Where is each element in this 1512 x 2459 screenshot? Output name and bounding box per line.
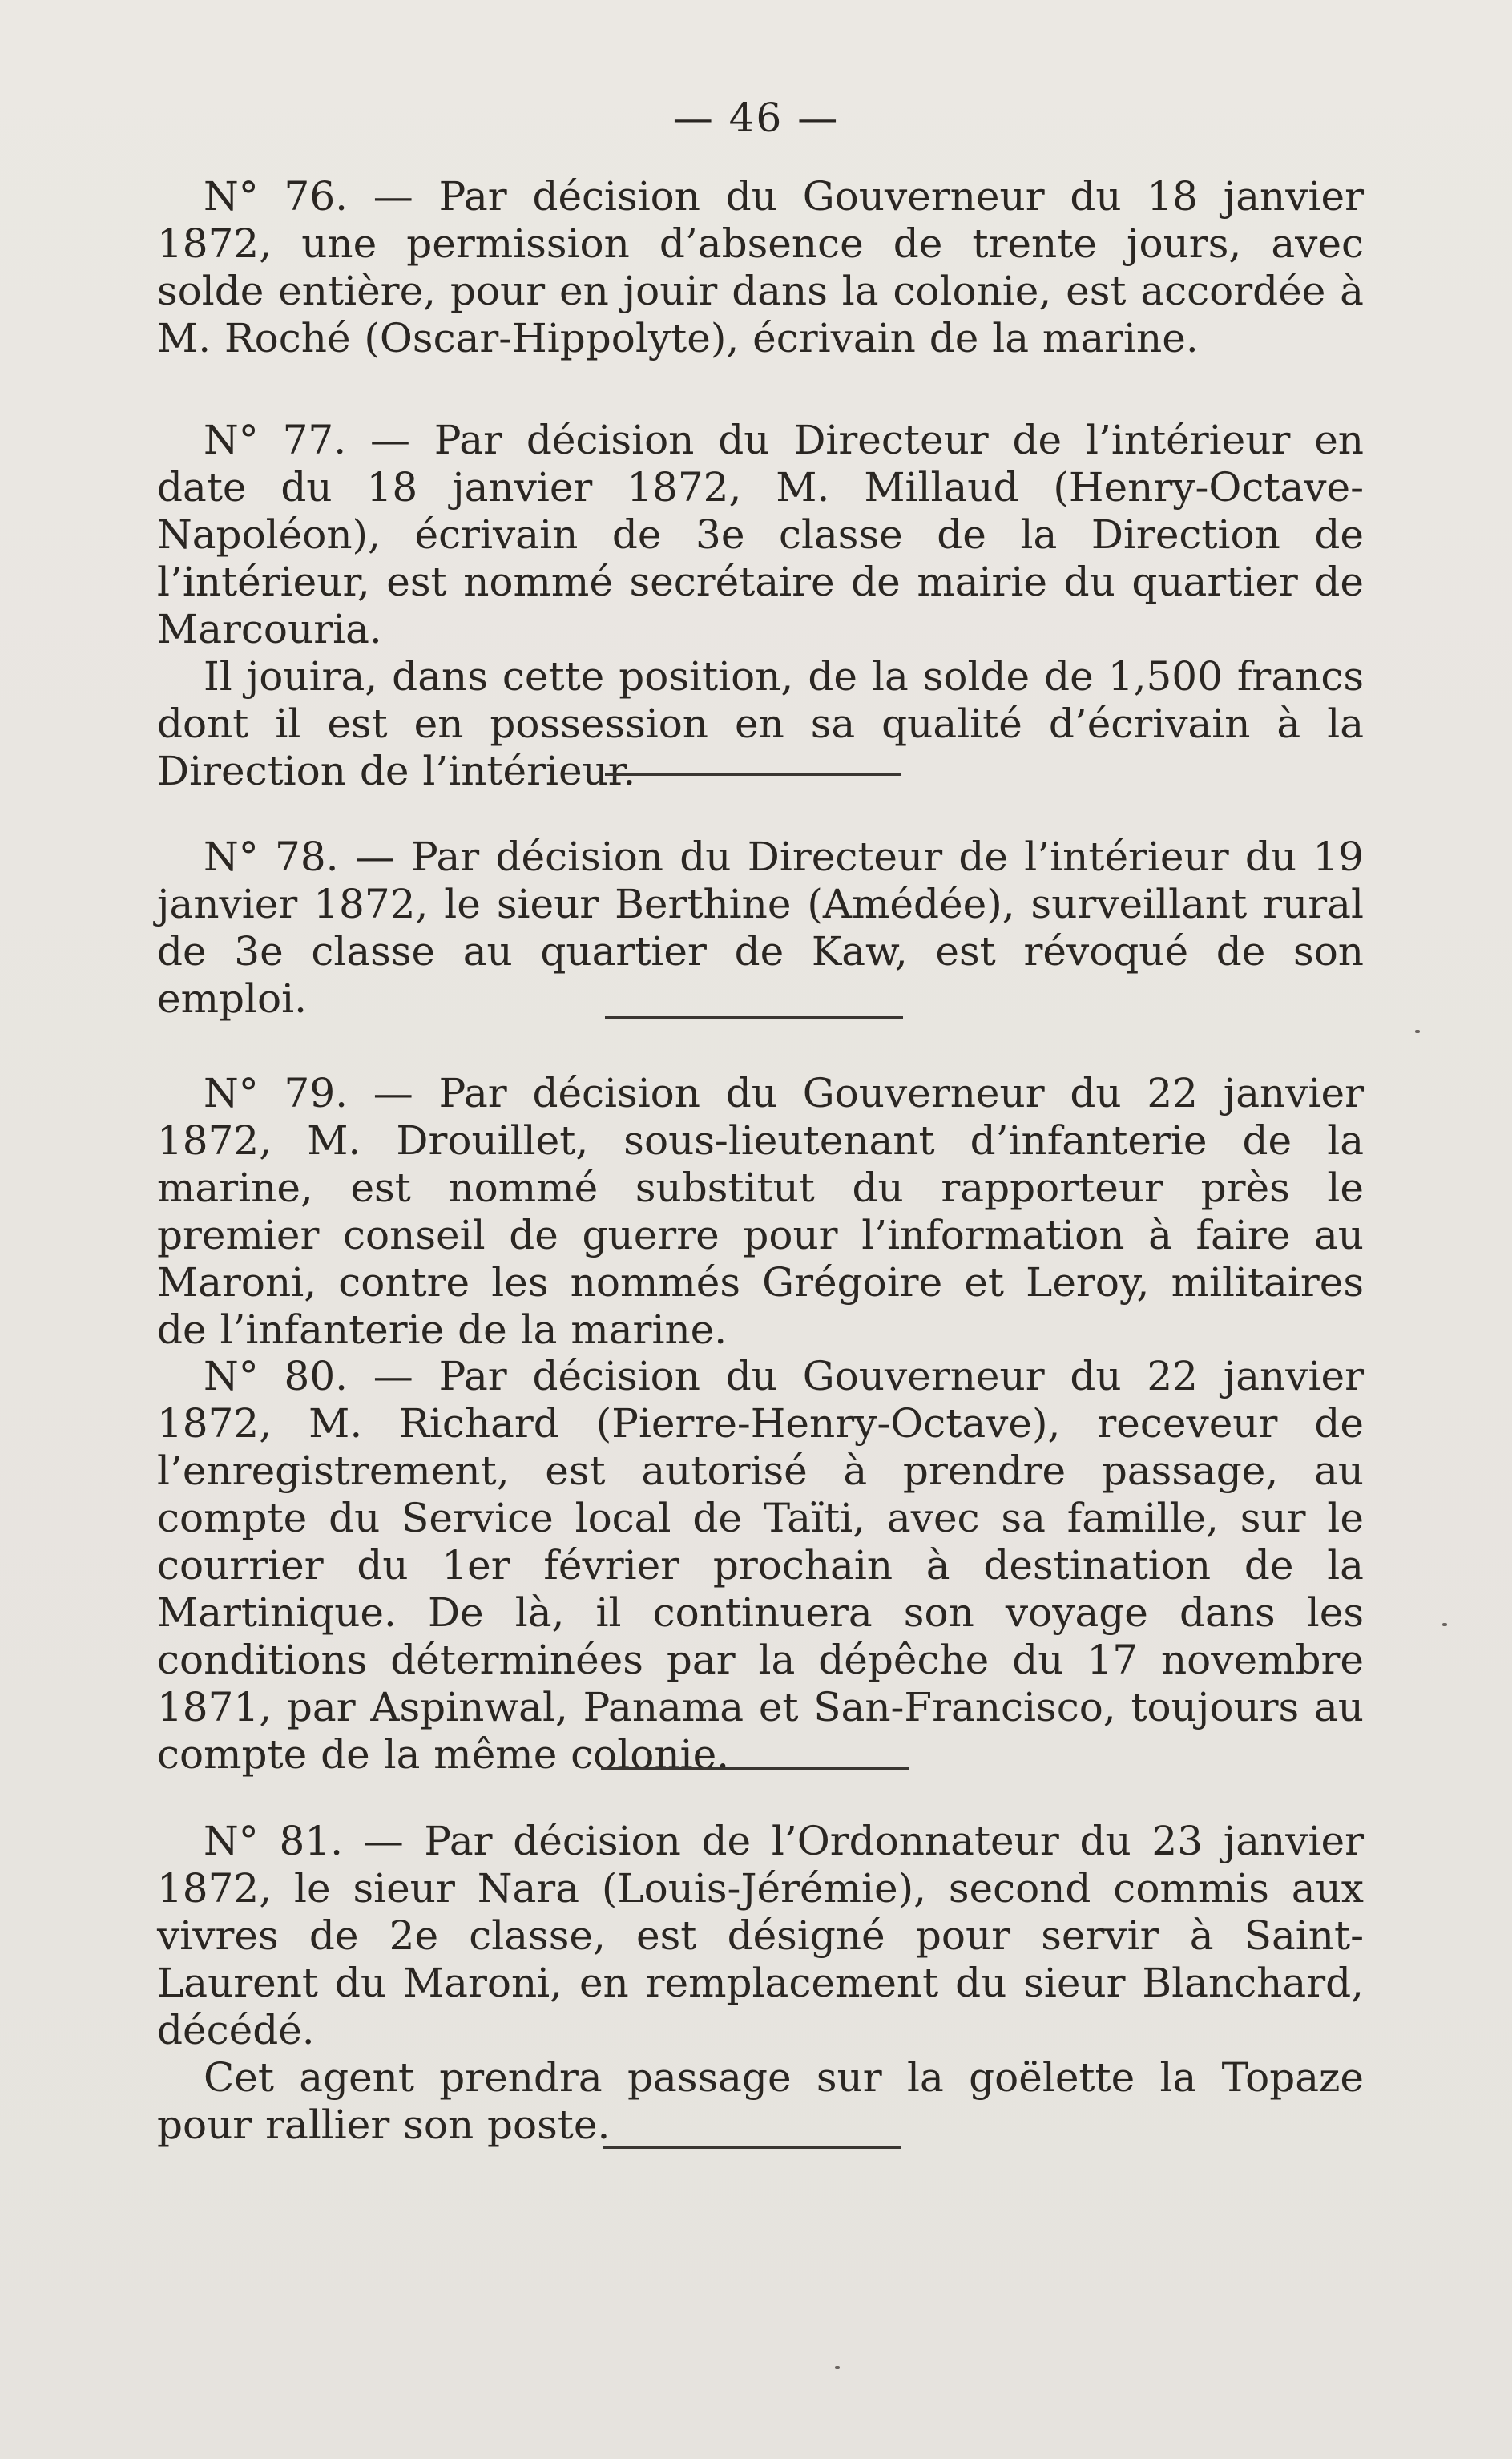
entry-paragraph: N° 77. — Par décision du Directeur de l’intérieur en date du 18 janvier 1872, M. Millaud (Henry-Octave-Napoléon), écrivain de 3e classe de la Direction de l’intérieur, est nommé secrétaire de mairie du quartier de Marcouria. [157, 417, 1364, 652]
paper-speck [1415, 1030, 1420, 1033]
page-number: — 46 — [672, 95, 840, 141]
section-separator [603, 2146, 901, 2149]
paper-speck [1442, 1623, 1447, 1626]
paper-speck [835, 2366, 840, 2369]
entry-paragraph: Cet agent prendra passage sur la goëlette la Topaze pour rallier son poste. [157, 2054, 1364, 2148]
decision-entry-76 [157, 173, 1364, 362]
entry-paragraph: Il jouira, dans cette position, de la solde de 1,500 francs dont il est en possession en sa qualité d’écrivain à la Direction de l’intérieur. [157, 653, 1364, 794]
section-separator [605, 1016, 903, 1019]
decision-entry-79 [157, 1070, 1364, 1354]
decision-entry-81 [157, 1818, 1364, 2149]
entry-paragraph: N° 80. — Par décision du Gouverneur du 22 janvier 1872, M. Richard (Pierre-Henry-Octave), receveur de l’enregistrement, est autorisé à prendre passage, au compte du Service local de Taïti, avec sa famille, sur le courrier du 1er février prochain à destination de la Martinique. De là, il continuera son voyage dans les conditions déterminées par la dépêche du 17 novembre 1871, par Aspinwal, Panama et San-Francisco, toujours au compte de la même colonie. [157, 1353, 1364, 1778]
decision-entry-77 [157, 417, 1364, 795]
entry-paragraph: N° 81. — Par décision de l’Ordonnateur du 23 janvier 1872, le sieur Nara (Louis-Jérémie), second commis aux vivres de 2e classe, est désigné pour servir à Saint-Laurent du Maroni, en remplacement du sieur Blanchard, décédé. [157, 1818, 1364, 2053]
section-separator [605, 773, 901, 776]
decision-entry-78 [157, 834, 1364, 1023]
entry-paragraph: N° 79. — Par décision du Gouverneur du 22 janvier 1872, M. Drouillet, sous-lieutenant d’infanterie de la marine, est nommé substitut du rapporteur près le premier conseil de guerre pour l’information à faire au Maroni, contre les nommés Grégoire et Leroy, militaires de l’infanterie de la marine. [157, 1070, 1364, 1353]
section-separator [601, 1767, 909, 1770]
entry-paragraph: N° 78. — Par décision du Directeur de l’intérieur du 19 janvier 1872, le sieur Berthine (Amédée), surveillant rural de 3e classe au quartier de Kaw, est révoqué de son emploi. [157, 834, 1364, 1022]
decision-entry-80 [157, 1353, 1364, 1779]
entry-paragraph: N° 76. — Par décision du Gouverneur du 18 janvier 1872, une permission d’absence de trente jours, avec solde entière, pour en jouir dans la colonie, est accordée à M. Roché (Oscar-Hippolyte), écrivain de la marine. [157, 173, 1364, 361]
